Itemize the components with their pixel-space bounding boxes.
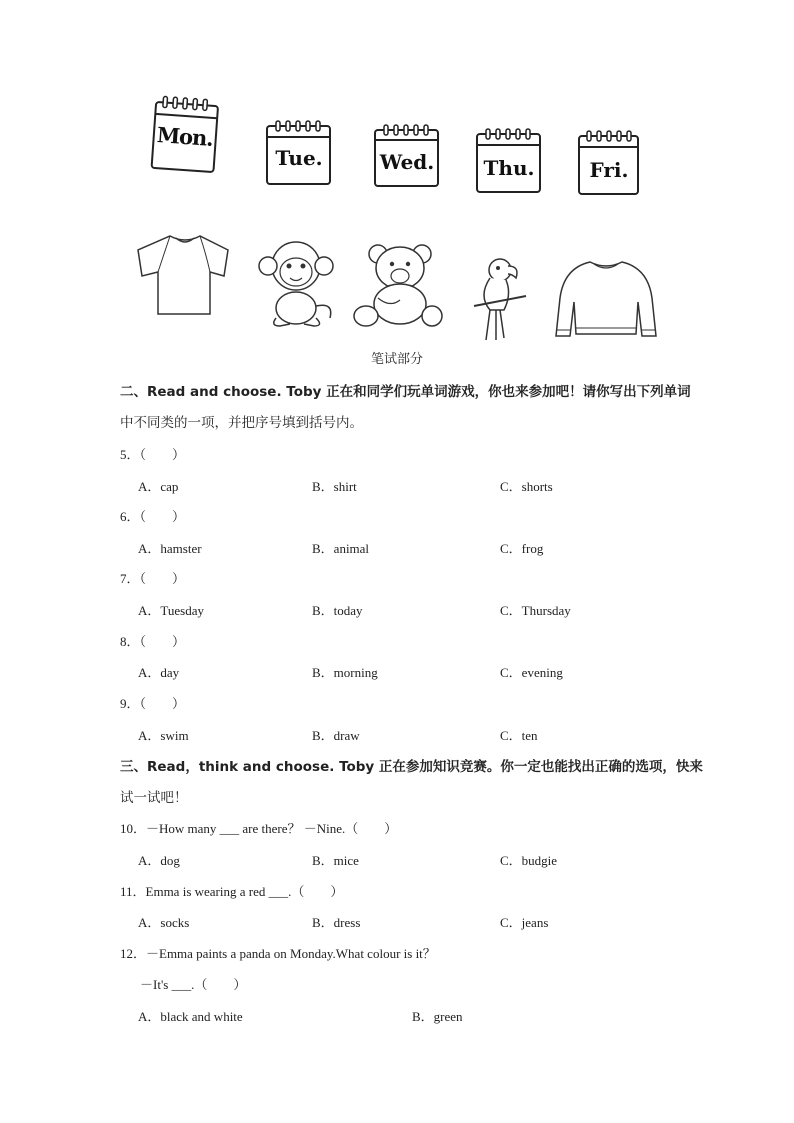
calendar-tuesday [266,120,332,186]
section-3-instruction-line1: 三、Read，think and choose. Toby 正在参加知识竞赛。你一定也能找出正确的选项，快来 [120,759,703,775]
option-c[interactable]: C．shorts [500,479,553,494]
option-a[interactable]: A．day [138,665,180,680]
option-c[interactable]: C．frog [500,541,544,556]
option-a[interactable]: A．cap [138,479,179,494]
calendar-label: Wed. [379,150,435,174]
sweater-icon [554,258,658,340]
option-c[interactable]: C．jeans [500,915,549,930]
calendar-friday [578,130,640,196]
teddy-bear-icon [352,238,444,332]
option-a[interactable]: A．hamster [138,541,202,556]
section-2-instruction-line2: 中不同类的一项，并把序号填到括号内。 [120,415,363,431]
calendar-label: Mon. [156,122,214,151]
question-stem: 12．－Emma paints a panda on Monday.What colour is it？ [120,946,436,961]
written-part-title: 笔试部分 [370,352,423,367]
question-stem: 10．－How many ___ are there？ －Nine.（ ） [120,821,398,836]
parrot-icon [466,256,532,342]
question-stem: 8．（ ） [120,634,186,649]
calendar-wednesday [374,124,440,188]
option-c[interactable]: C．Thursday [500,603,571,618]
option-c[interactable]: C．ten [500,728,538,743]
option-b[interactable]: B．draw [312,728,360,743]
option-a[interactable]: A．swim [138,728,189,743]
option-b[interactable]: B．green [412,1009,463,1024]
calendar-monday [149,94,220,174]
option-b[interactable]: B．mice [312,853,359,868]
option-b[interactable]: B．animal [312,541,370,556]
option-a[interactable]: A．dog [138,853,180,868]
option-b[interactable]: B．dress [312,915,361,930]
question-stem: 5．（ ） [120,447,186,462]
option-a[interactable]: A．socks [138,915,190,930]
t-shirt-icon [136,232,234,318]
question-stem-answer-line: －It's ___.（ ） [140,977,247,992]
question-stem: 11．Emma is wearing a red ___.（ ） [120,884,344,899]
question-stem: 9．（ ） [120,696,186,711]
option-c[interactable]: C．budgie [500,853,558,868]
monkey-icon [254,236,338,328]
calendar-thursday [476,128,542,194]
option-b[interactable]: B．morning [312,665,378,680]
section-2-instruction-line1: 二、Read and choose. Toby 正在和同学们玩单词游戏，你也来参加吧！请你写出下列单词 [120,384,691,400]
option-a[interactable]: A．Tuesday [138,603,204,618]
question-stem: 6．（ ） [120,509,186,524]
section-3-instruction-line2: 试一试吧！ [120,790,188,806]
calendar-label: Fri. [589,158,629,182]
option-b[interactable]: B．shirt [312,479,357,494]
calendar-label: Thu. [483,156,535,180]
calendar-label: Tue. [275,146,323,170]
question-stem: 7．（ ） [120,571,186,586]
option-b[interactable]: B．today [312,603,363,618]
option-a[interactable]: A．black and white [138,1009,243,1024]
option-c[interactable]: C．evening [500,665,563,680]
